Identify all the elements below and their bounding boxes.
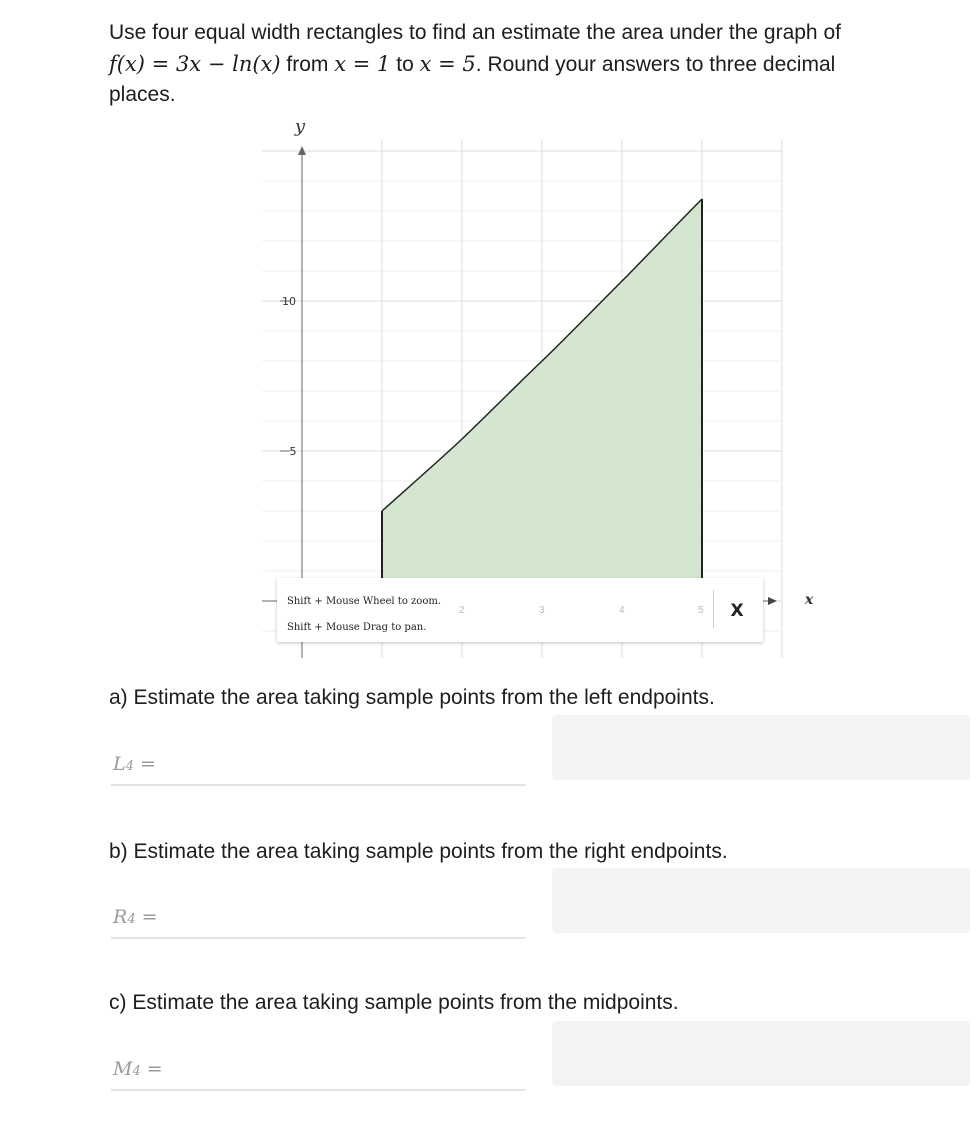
- round-instruction: . Round your answers to three decimal: [475, 52, 836, 76]
- x-tick-3-label: 3: [539, 605, 545, 616]
- upper-bound: x = 5: [419, 51, 476, 76]
- answer-input-l4[interactable]: [552, 715, 970, 780]
- from-word: from: [286, 52, 329, 76]
- tooltip-zoom-hint: Shift + Mouse Wheel to zoom.: [287, 596, 441, 607]
- lower-bound: x = 1: [334, 51, 391, 76]
- x-axis-arrow: [768, 597, 777, 605]
- close-tooltip-button[interactable]: X: [730, 601, 744, 621]
- y-tick-5-label: 5: [289, 445, 297, 458]
- question-a: a) Estimate the area taking sample points from the left endpoints.: [109, 686, 715, 709]
- to-word: to: [396, 52, 414, 76]
- x-tick-4-label: 4: [619, 605, 625, 616]
- y-axis-label: y: [294, 116, 306, 137]
- tooltip-divider: [713, 590, 714, 628]
- problem-line-3: places.: [109, 83, 176, 106]
- y-tick-10-label: 10: [282, 295, 296, 308]
- x-tick-2-label: 2: [459, 605, 465, 616]
- answer-input-m4[interactable]: [552, 1021, 970, 1086]
- problem-line-1: Use four equal width rectangles to find an estimate the area under the graph of: [109, 21, 841, 44]
- function-expression: f(x) = 3x − ln(x): [109, 51, 281, 76]
- label-l4: L4 =: [113, 753, 156, 775]
- x-axis-label: x: [804, 592, 814, 608]
- question-c: c) Estimate the area taking sample points from the midpoints.: [109, 991, 679, 1014]
- answer-underline-c: [111, 1089, 526, 1091]
- tooltip-pan-hint: Shift + Mouse Drag to pan.: [287, 622, 427, 633]
- label-r4: R4 =: [113, 906, 158, 928]
- x-tick-5-label: 5: [698, 605, 704, 616]
- answer-input-r4[interactable]: [552, 868, 970, 933]
- question-b: b) Estimate the area taking sample points from the right endpoints.: [109, 840, 728, 863]
- zoom-pan-tooltip: [277, 578, 763, 642]
- answer-underline-b: [111, 937, 526, 939]
- answer-underline-a: [111, 784, 526, 786]
- label-m4: M4 =: [113, 1058, 163, 1080]
